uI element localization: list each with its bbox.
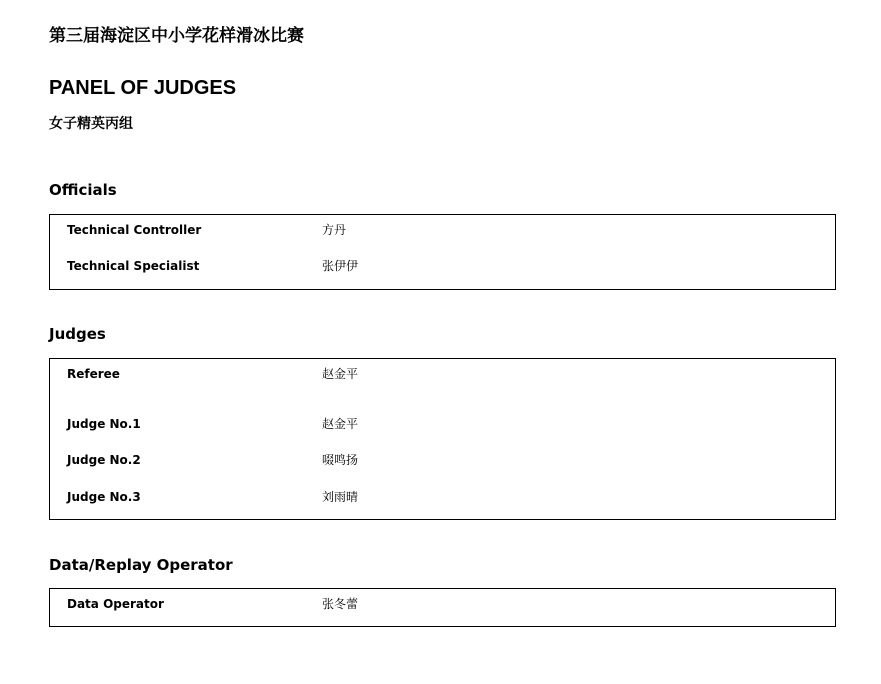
person-name: 刘雨晴 bbox=[322, 490, 359, 504]
judges-table bbox=[49, 358, 836, 520]
officials-table bbox=[49, 214, 836, 290]
role-label: Technical Specialist bbox=[67, 259, 200, 273]
table-row bbox=[50, 452, 835, 472]
category-label: 女子精英丙组 bbox=[49, 116, 133, 132]
table-row bbox=[50, 366, 835, 386]
role-label: Referee bbox=[67, 367, 120, 381]
role-label: Judge No.3 bbox=[67, 490, 141, 504]
officials-heading: Officials bbox=[49, 181, 117, 199]
data-replay-table bbox=[49, 588, 836, 627]
person-name: 赵金平 bbox=[322, 417, 359, 431]
judges-heading: Judges bbox=[49, 325, 106, 343]
person-name: 啜鸣扬 bbox=[322, 453, 359, 467]
table-row bbox=[50, 416, 835, 436]
role-label: Data Operator bbox=[67, 597, 164, 611]
data-replay-heading: Data/Replay Operator bbox=[49, 556, 233, 574]
person-name: 张伊伊 bbox=[322, 259, 359, 273]
person-name: 方丹 bbox=[322, 223, 347, 237]
table-row bbox=[50, 489, 835, 509]
person-name: 张冬蕾 bbox=[322, 597, 359, 611]
role-label: Judge No.1 bbox=[67, 417, 141, 431]
role-label: Technical Controller bbox=[67, 223, 202, 237]
event-title: 第三届海淀区中小学花样滑冰比赛 bbox=[49, 26, 304, 46]
person-name: 赵金平 bbox=[322, 367, 359, 381]
table-row bbox=[50, 258, 835, 278]
role-label: Judge No.2 bbox=[67, 453, 141, 467]
table-row bbox=[50, 222, 835, 242]
table-row bbox=[50, 596, 835, 616]
document-title: PANEL OF JUDGES bbox=[49, 77, 237, 99]
